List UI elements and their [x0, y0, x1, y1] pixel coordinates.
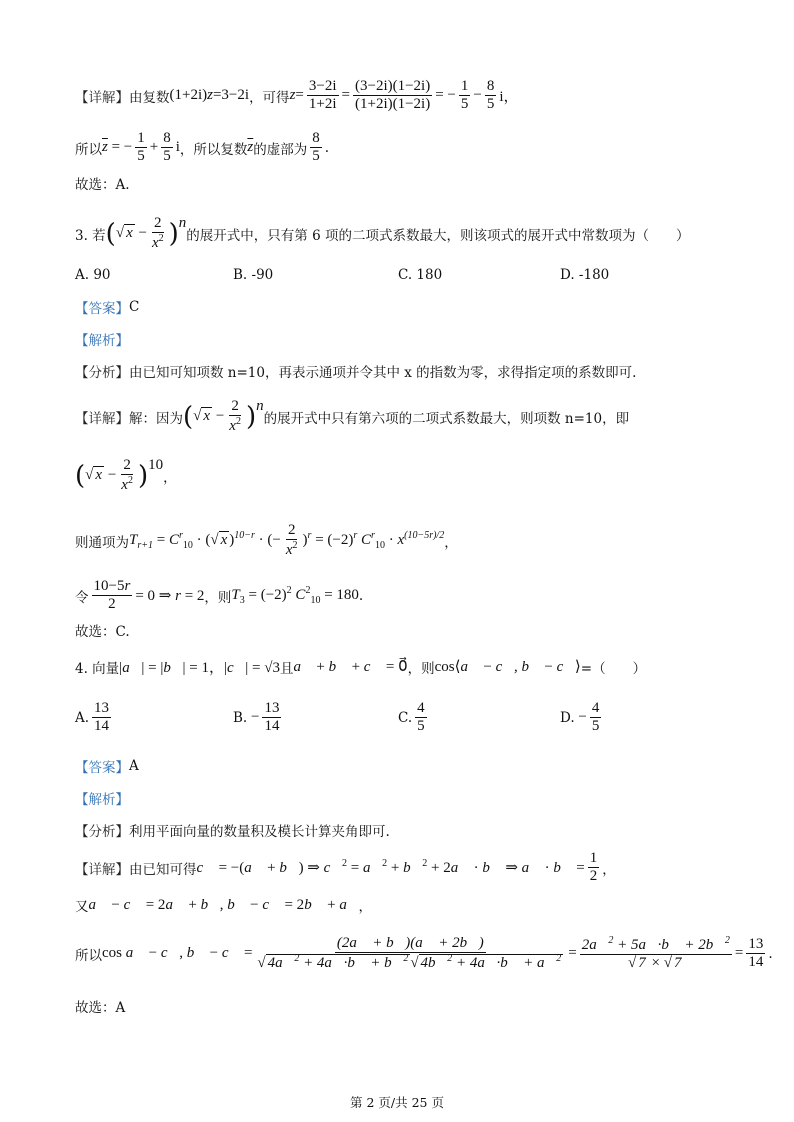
q3-detail-text: 解：因为	[129, 410, 183, 427]
q4-also-text: 又	[75, 899, 89, 915]
option-label: B.	[233, 709, 248, 726]
q4-option-b: B. − $\frac{13}{14}$	[233, 700, 280, 735]
fraction: $\frac{2a⃗^2 + 5a⃗\cdot b⃗ + 2b⃗^2}{√ 7 \times √ 7}$	[581, 935, 730, 972]
fraction: $\frac{10-5r}{2}$	[93, 578, 131, 613]
fraction: $\frac{4}{5}$	[417, 700, 425, 735]
jiexi-label: 【解析】	[75, 792, 129, 808]
q4-stem: 4. 向量 |a⃗| = |b⃗| = 1，|c⃗| = √3 且 a⃗ + b⃗ + c⃗ = 0⃗ ，则 cos⟨a⃗ − c⃗, b⃗ − c⃗⟩ =（ ）	[75, 656, 646, 677]
fraction: $\frac{8}{5}$	[163, 130, 171, 165]
q3-stem: 3. 若 ( √ x − $\frac{2}{x^2}$ ) n 的展开式中，只有第 6 项的二项式系数最大，则该项式的展开式中常数项为（ ）	[75, 215, 690, 252]
q4-option-d: D. − $\frac{4}{5}$	[560, 700, 600, 735]
q2-detail-text: ，可得	[249, 89, 290, 106]
q3-choice: 故选：C.	[75, 624, 130, 640]
option-label: D.	[560, 709, 575, 726]
detail-label: 【详解】	[75, 89, 129, 106]
fraction: $\frac{8}{5}$	[312, 130, 320, 165]
fraction: $\frac{13}{14}$	[748, 936, 764, 971]
q4-number: 4. 向量	[75, 660, 120, 677]
q2-detail-line: 【详解】 由复数 (1+2i)z=3−2i ，可得 z= $\frac{3-2i}{1+2i}$ = $\frac{(3-2i)(1-2i)}{(1+2i)(1-2i)}$ = − $\frac{1}{5}$ − $\frac{8}{5}$ i，	[75, 78, 519, 113]
q4-answer	[75, 756, 139, 776]
analysis-label: 【分析】	[75, 365, 129, 381]
q2-choice: 故选：A.	[75, 177, 130, 193]
analysis-label: 【分析】	[75, 824, 129, 840]
formula: (1+2i)z=3−2i	[169, 87, 250, 104]
option-label: C.	[398, 709, 413, 726]
q3-let: 令 $\frac{10-5r}{2}$ = 0 ⇒ r = 2 ，则 $T_3 = (-2)^2$ $C^2_{10} = 180$ .	[75, 578, 364, 613]
detail-label: 【详解】	[75, 410, 129, 427]
q3-detail: 【详解】 解：因为 ( √ x − $\frac{2}{x^2}$ ) n 的展开式中只有第六项的二项式系数最大，则项数 n=10，即	[75, 398, 630, 435]
q3-general-term: 则通项为 $T_{r+1} = C^r_{10}$ · (√ x )$^{10-r}$ · (− $\frac{2}{x^2}$ )$^r = (-2)^r$ $C^r_{10} \cdot x^{(10-5r)/2}$ ，	[75, 522, 458, 559]
q4-stem-tail: =（ ）	[580, 660, 647, 677]
answer-value: A	[129, 758, 139, 774]
answer-value: C	[129, 299, 140, 315]
fraction: $\frac{2}{x^2}$	[285, 522, 298, 559]
q3-analysis-text: 由已知可知项数 n=10，再表示通项并令其中 x 的指数为零，求得指定项的系数即可.	[129, 365, 637, 381]
page-footer: 第 2 页/共 25 页	[350, 1095, 444, 1110]
q3-expression: ( √ x − $\frac{2}{x^2}$ ) 10 ，	[75, 457, 177, 494]
fraction: $\frac{1}{5}$	[137, 130, 145, 165]
formula: $\overline{z}$ = −	[102, 139, 133, 156]
q3-detail-text: 的展开式中只有第六项的二项式系数最大，则项数 n=10，即	[263, 410, 630, 427]
q4-option-a	[75, 700, 114, 736]
fraction: $\frac{(2a⃗ + b⃗)(a⃗ + 2b⃗)}{√ 4a⃗^2 + 4a⃗\cdot b⃗ + b⃗^2 √ 4b⃗^2 + 4a⃗\cdot b⃗ + a⃗^2}$	[257, 935, 562, 972]
q4-detail-text: 由已知可得	[129, 861, 197, 878]
fraction: $\frac{(3-2i)(1-2i)}{(1+2i)(1-2i)}$	[354, 78, 431, 113]
q3-stem-text: 的展开式中，只有第 6 项的二项式系数最大，则该项式的展开式中常数项为（ ）	[186, 227, 690, 244]
q2-conjugate-line: 所以 $\overline{z}$ = − $\frac{1}{5}$ + $\frac{8}{5}$ i ，所以复数 $\overline{z}$ 的虚部为 $\frac{8}{5}$ .	[75, 130, 330, 165]
q4-cond-text: 且	[280, 660, 294, 677]
fraction: $\frac{2}{x^2}$	[151, 215, 164, 252]
q3-let-text: 令	[75, 589, 89, 606]
q3-jiexi	[75, 329, 129, 349]
q4-analysis	[75, 820, 390, 840]
q3-number: 3. 若	[75, 227, 106, 244]
jiexi-label: 【解析】	[75, 333, 129, 349]
q4-option-c	[398, 700, 430, 736]
fraction: $\frac{1}{2}$	[589, 850, 598, 885]
fraction: $\frac{13}{14}$	[264, 700, 280, 735]
q4-detail: 【详解】 由已知可得 c⃗ = −(a⃗ + b⃗) ⇒ c⃗$^2$ = a⃗$^2$ + b⃗$^2$ + 2a⃗ · b⃗ ⇒ a⃗ · b⃗ = $\frac{1}{2}$ ，	[75, 850, 616, 885]
q3-analysis	[75, 361, 636, 381]
detail-label: 【详解】	[75, 861, 129, 878]
q3-general-term-text: 则通项为	[75, 534, 129, 551]
q4-analysis-text: 利用平面向量的数量积及模长计算夹角即可.	[129, 824, 390, 840]
fraction: $\frac{8}{5}$	[486, 78, 495, 113]
q3-answer	[75, 297, 139, 317]
q2-conj-text: ，所以复数	[179, 141, 248, 158]
q4-choice: 故选：A	[75, 1000, 126, 1016]
fraction: $\frac{2}{x^2}$	[229, 398, 241, 435]
answer-label: 【答案】	[75, 301, 129, 317]
q3-option-d: D. -180	[560, 267, 610, 283]
fraction: $\frac{1}{5}$	[460, 78, 469, 113]
q2-conj-text: 的虚部为	[253, 141, 308, 158]
option-label: A.	[75, 709, 90, 726]
q3-option-a: A. 90	[75, 267, 111, 283]
q4-jiexi	[75, 788, 129, 808]
q4-so: 所以 cos a⃗ − c⃗, b⃗ − c⃗ = $\frac{(2a⃗ + b⃗)(a⃗ + 2b⃗)}{√ 4a⃗^2 + 4a⃗\cdot b⃗ + b⃗^2 √ 4b⃗^2 + 4a⃗\cdot b⃗ + a⃗^2}$ = $\frac{2a⃗^2 + 5a⃗\cdot b⃗ + 2b⃗^2}{√ 7 \times √ 7}$ = $\frac{13}{14}$ .	[75, 935, 773, 972]
q4-cond-text: ，则	[407, 660, 435, 677]
fraction: $\frac{13}{14}$	[94, 700, 110, 735]
formula: z=	[289, 87, 304, 104]
q4-so-text: 所以	[75, 947, 102, 964]
fraction: $\frac{4}{5}$	[591, 700, 600, 735]
answer-label: 【答案】	[75, 760, 129, 776]
q2-detail-text: 由复数	[129, 89, 170, 106]
fraction: $\frac{3-2i}{1+2i}$	[308, 78, 337, 113]
q4-also: 又 a⃗ − c⃗ = 2a⃗ + b⃗, b⃗ − c⃗ = 2b⃗ + a⃗ ，	[75, 896, 372, 915]
q3-option-c: C. 180	[398, 267, 443, 283]
fraction: $\frac{2}{x^2}$	[121, 457, 133, 494]
q3-then-text: ，则	[204, 589, 232, 606]
q2-conj-text: 所以	[75, 141, 102, 158]
q3-option-b: B. -90	[233, 267, 274, 283]
